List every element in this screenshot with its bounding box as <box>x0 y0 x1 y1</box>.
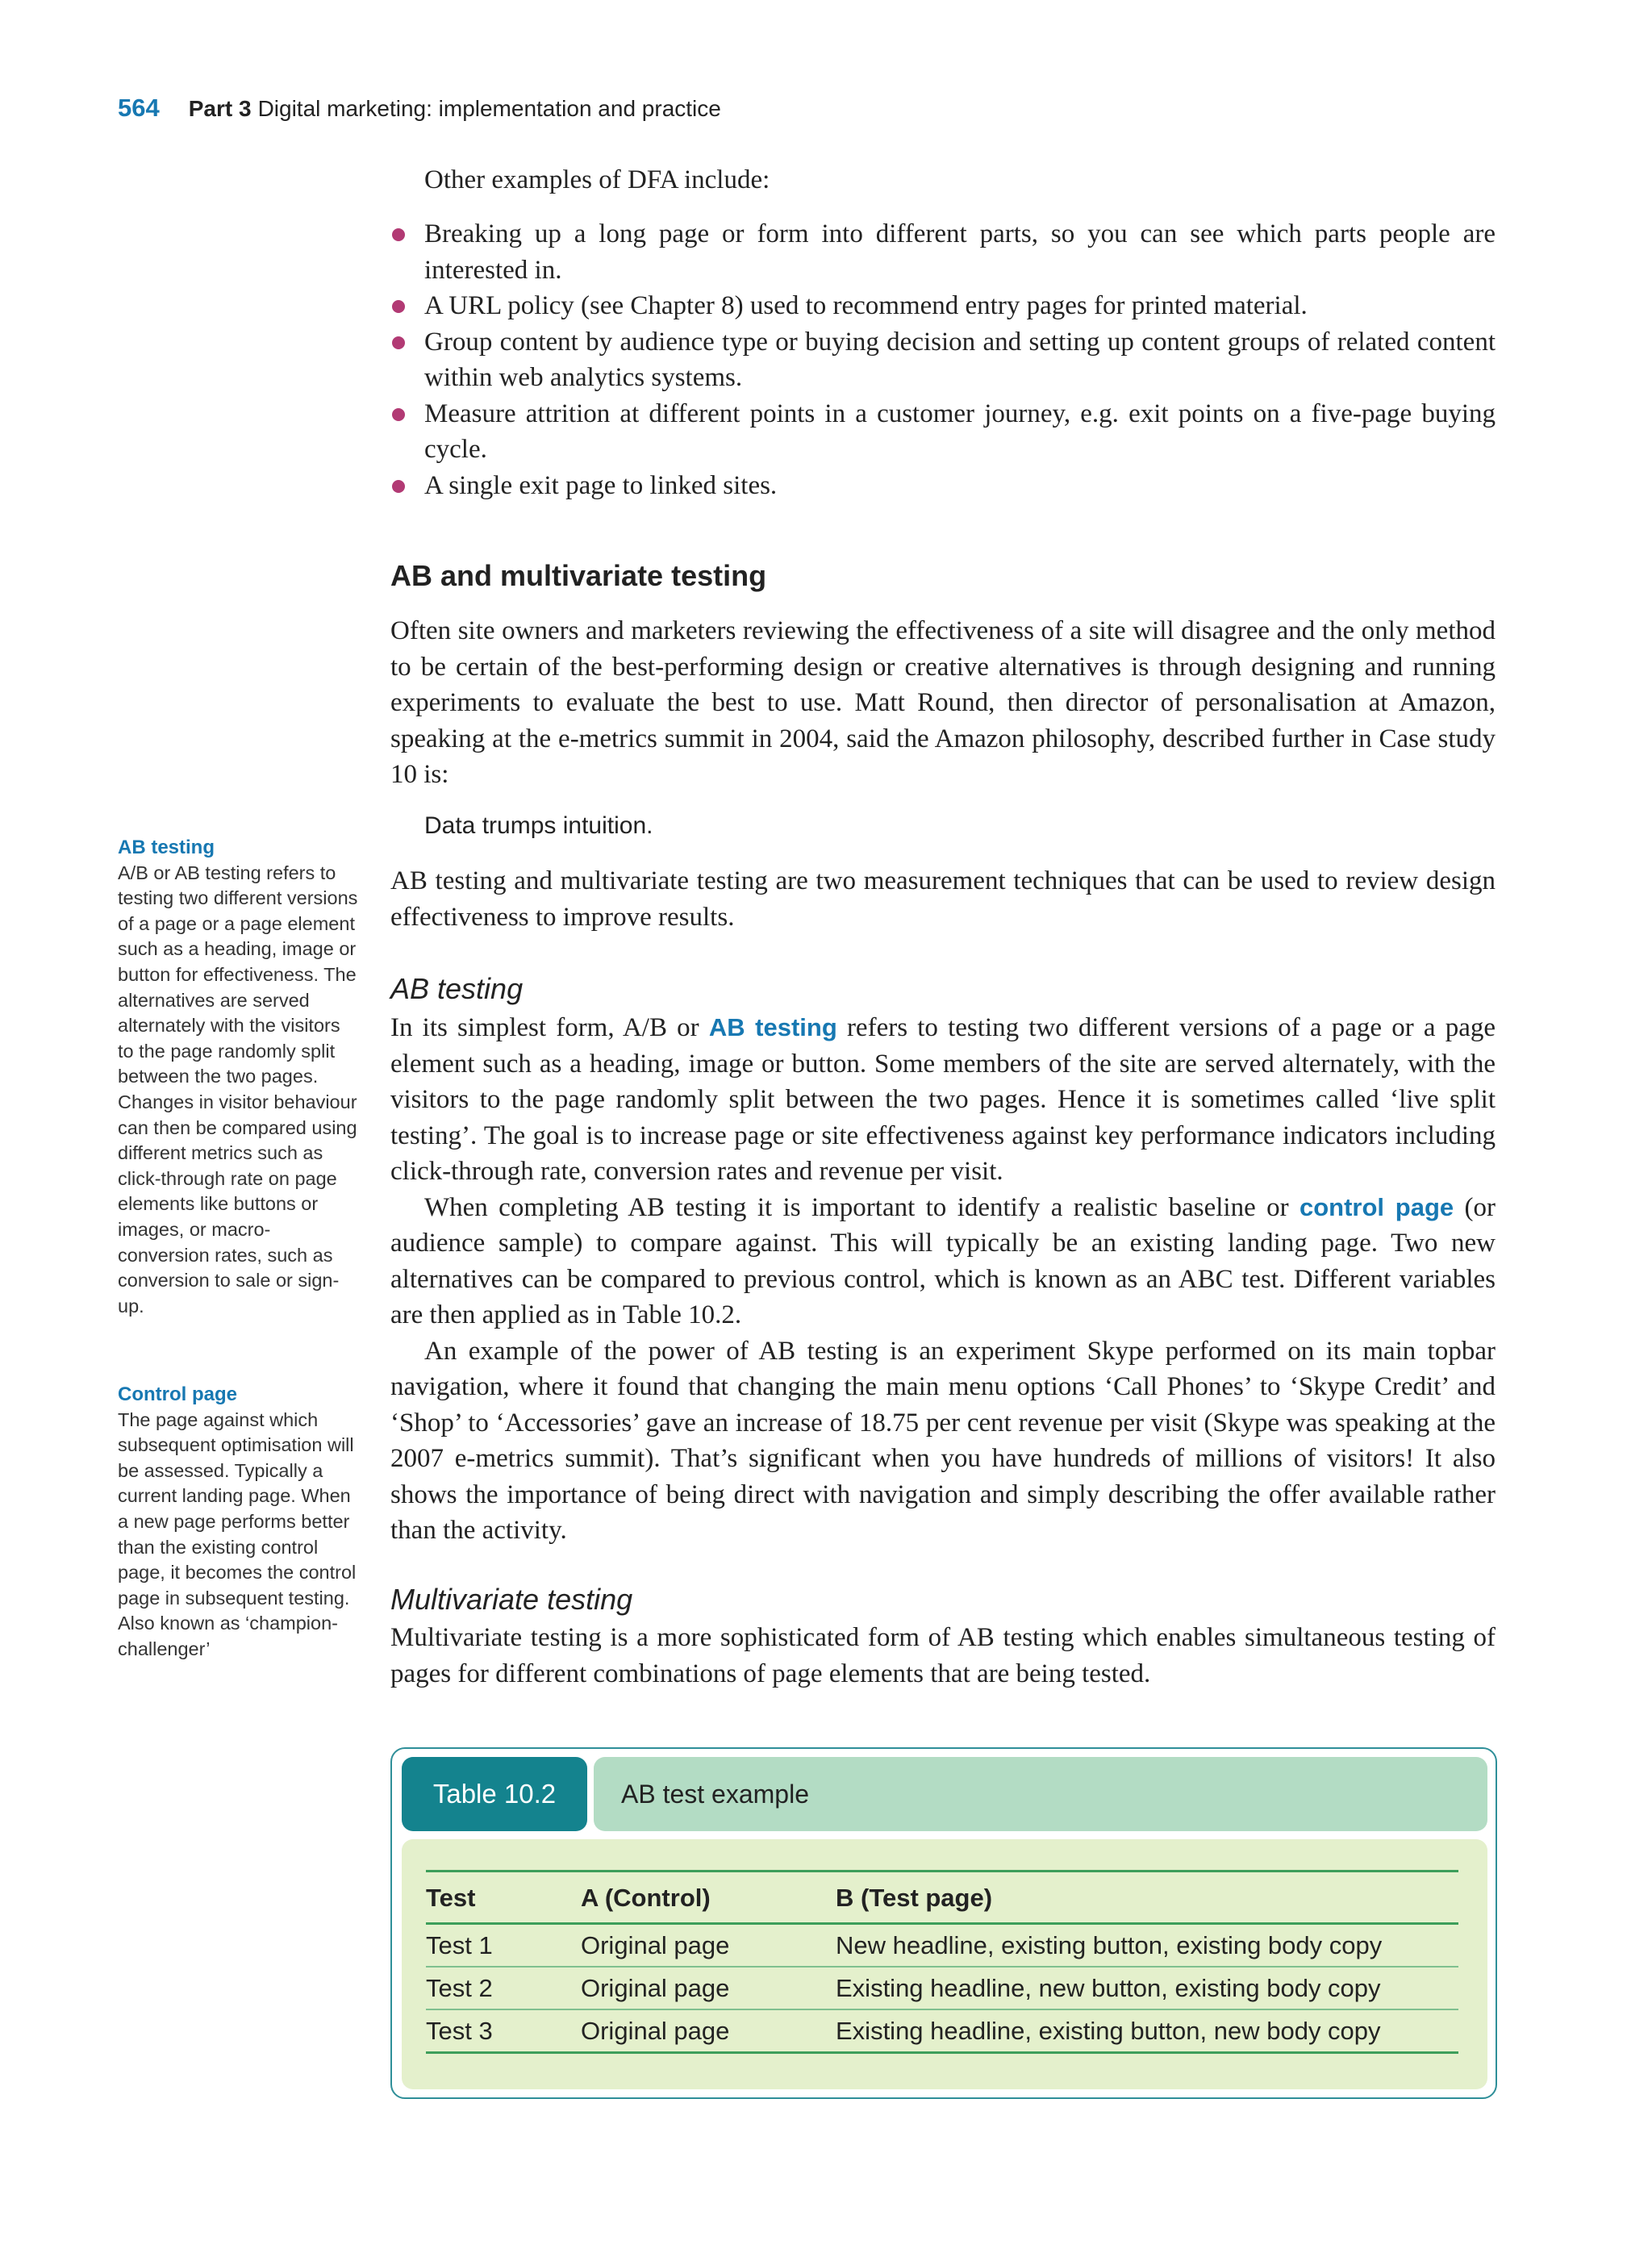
dfa-bullet-list <box>424 216 1496 503</box>
intro-text: Other examples of DFA include: <box>424 165 770 194</box>
column-header-test: Test <box>426 1872 581 1924</box>
table-cell: Existing headline, new button, existing body copy <box>836 1967 1458 2009</box>
table-row <box>426 1924 1458 1968</box>
table-box <box>390 1747 1497 2099</box>
table-cell: Original page <box>581 1967 836 2009</box>
part-label: Part 3 <box>188 96 252 121</box>
table-cell: New headline, existing button, existing body copy <box>836 1924 1458 1968</box>
keyword-ab-testing: AB testing <box>708 1013 837 1041</box>
table-cell: Test 3 <box>426 2009 581 2053</box>
ab-testing-body <box>390 1010 1496 1549</box>
bullet-icon <box>392 228 405 241</box>
ab-paragraph-3: An example of the power of AB testing is an experiment Skype performed on its main topbar navigation, where it found that changing the main menu options ‘Call Phones’ to ‘Skype Credit’ and ‘Shop’ to ‘Accessories’ gave an increase of 18.75 per cent revenue per visit (Skype was speaking at the 2007 e-metrics summit). That’s significant when you have hundreds of millions of visitors! It also shows the importance of being direct with navigation and simply describing the offer available rather than the activity. <box>390 1336 1496 1545</box>
table-cell: Existing headline, existing button, new body copy <box>836 2009 1458 2053</box>
margin-note-text: A/B or AB testing refers to testing two different versions of a page or a page element such as a heading, image or button for effectiveness. The alternatives are served alternately with the visitors to the page randomly split between the two pages. Changes in visitor behaviour can then be compared using different metrics such as click-through rate on page elements like buttons or images, or macro-conversion rates, such as conversion to sale or sign-up. <box>118 862 358 1317</box>
table-cell: Test 2 <box>426 1967 581 2009</box>
keyword-control-page: control page <box>1299 1192 1454 1221</box>
margin-note-ab-testing <box>118 835 360 1319</box>
section-intro-paragraph: Often site owners and marketers reviewing the effectiveness of a site will disagree and the only method to be certain of the best-performing design or creative alternatives is through designing and running experiments to evaluate the best to use. Matt Round, then director of personalisation at Amazon, speaking at the e-metrics summit in 2004, said the Amazon philosophy, described further in Case study 10 is: <box>390 616 1496 789</box>
multivariate-heading: Multivariate testing <box>390 1583 633 1616</box>
multivariate-body: Multivariate testing is a more sophisticated form of AB testing which enables simultaneous testing of pages for different combinations of page elements that are being tested. <box>390 1623 1496 1688</box>
ab-paragraph-1: In its simplest form, A/B or AB testing refers to testing two different versions of a page or a page element such as a heading, image or button. Some members of the site are served alternately, with the visitors to the page randomly split between the two pages. Hence it is sometimes called ‘live split testing’. The goal is to increase page or site effectiveness against key performance indicators including click-through rate, conversion rates and revenue per visit. <box>390 1013 1496 1186</box>
bullet-icon <box>392 480 405 493</box>
table-header-row <box>426 1872 1458 1924</box>
table-label: Table 10.2 <box>402 1757 587 1831</box>
table-cell: Original page <box>581 1924 836 1968</box>
table-row <box>426 2009 1458 2053</box>
margin-note-control-page <box>118 1382 360 1663</box>
part-title: Digital marketing: implementation and practice <box>257 96 721 121</box>
table-body-panel <box>402 1839 1487 2089</box>
list-item: A single exit page to linked sites. <box>424 468 1496 504</box>
bullet-icon <box>392 336 405 349</box>
running-head <box>118 94 721 123</box>
column-header-control: A (Control) <box>581 1872 836 1924</box>
list-item: Measure attrition at different points in a customer journey, e.g. exit points on a five-page buying cycle. <box>424 396 1496 468</box>
list-item: A URL policy (see Chapter 8) used to recommend entry pages for printed material. <box>424 288 1496 324</box>
column-header-test-page: B (Test page) <box>836 1872 1458 1924</box>
bullet-icon <box>392 300 405 313</box>
ab-testing-heading: AB testing <box>390 972 524 1005</box>
bullet-icon <box>392 408 405 421</box>
list-item: Breaking up a long page or form into different parts, so you can see which parts people are interested in. <box>424 216 1496 288</box>
margin-note-title: Control page <box>118 1383 237 1405</box>
list-item: Group content by audience type or buying decision and setting up content groups of related content within web analytics systems. <box>424 324 1496 396</box>
quote: Data trumps intuition. <box>424 812 653 839</box>
ab-test-table <box>426 1870 1458 2054</box>
margin-note-title: AB testing <box>118 837 215 858</box>
table-cell: Test 1 <box>426 1924 581 1968</box>
margin-note-text: The page against which subsequent optimisation will be assessed. Typically a current landing page. When a new page performs better than the existing control page, it becomes the control page in subsequent testing. Also known as ‘champion-challenger’ <box>118 1408 357 1659</box>
techniques-paragraph: AB testing and multivariate testing are two measurement techniques that can be used to review design effectiveness to improve results. <box>390 866 1496 932</box>
section-heading: AB and multivariate testing <box>390 559 767 592</box>
table-cell: Original page <box>581 2009 836 2053</box>
table-row <box>426 1967 1458 2009</box>
page-number: 564 <box>118 94 160 122</box>
table-caption: AB test example <box>594 1757 1487 1831</box>
ab-paragraph-2: When completing AB testing it is important to identify a realistic baseline or control page (or audience sample) to compare against. This will typically be an existing landing page. Two new alternatives can be compared to previous control, which is known as an ABC test. Different variables are then applied as in Table 10.2. <box>390 1192 1496 1329</box>
